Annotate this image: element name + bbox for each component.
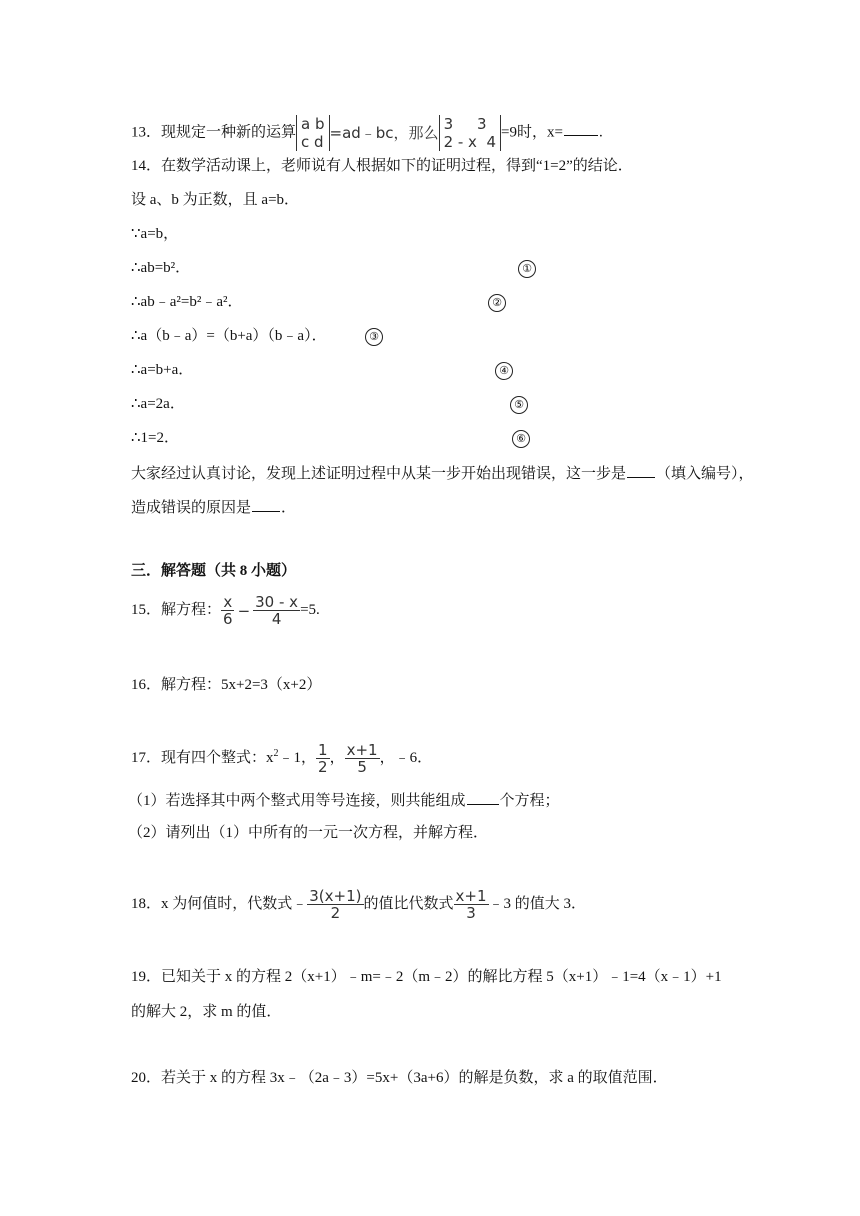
denominator: 2 — [318, 758, 328, 777]
fraction-x-plus-1-over-5 — [345, 742, 380, 775]
question-16: 16．解方程：5x+2=3（x+2） — [131, 677, 322, 693]
answer-blank[interactable] — [564, 120, 598, 136]
step-mark-2: ② — [488, 294, 506, 312]
numerator: x — [223, 593, 233, 612]
q14-step5: ∴a=2a． — [131, 396, 185, 412]
section-title: 三．解答题（共 8 小题） — [131, 563, 297, 579]
step-mark-6: ⑥ — [512, 430, 530, 448]
fraction-1-over-2 — [316, 742, 330, 775]
fraction-x-plus-1-over-3 — [454, 888, 489, 921]
step-mark-4: ④ — [495, 362, 513, 380]
q14-step2: ∴ab﹣a²=b²﹣a²． — [131, 294, 243, 310]
q17-part-1-tail: 个方程； — [499, 793, 560, 809]
step-mark-1: ① — [518, 260, 536, 278]
det2-row2: 2 - x 4 — [443, 133, 497, 151]
q13-tail: =9时，x= — [501, 124, 563, 141]
q18-text-3: ﹣3 的值大 3． — [488, 896, 587, 912]
numerator: 3(x+1) — [309, 887, 362, 906]
q15-rhs: =5. — [300, 602, 320, 618]
question-18 — [131, 882, 586, 926]
q14-step4: ∴a=b+a． — [131, 362, 194, 378]
q14-reason — [131, 496, 296, 518]
fraction-30-minus-x-over-4 — [253, 594, 300, 627]
denominator: 5 — [357, 758, 367, 777]
numerator: x+1 — [455, 887, 487, 906]
q13-text: 13．现规定一种新的运算 — [131, 124, 297, 141]
q13-formula: =ad﹣bc，那么 — [329, 124, 439, 142]
q13-end: . — [598, 124, 603, 141]
step-mark-3: ③ — [365, 328, 383, 346]
q17-part-2: （2）请列出（1）中所有的一元一次方程，并解方程． — [128, 825, 489, 841]
answer-blank[interactable] — [627, 462, 655, 478]
question-15 — [131, 588, 320, 633]
q14-question — [131, 462, 754, 484]
superscript: 2 — [273, 748, 279, 759]
question-19-line-2: 的解大 2，求 m 的值． — [131, 1004, 282, 1020]
det1-row2: c d — [301, 133, 324, 151]
question-20: 20．若关于 x 的方程 3x﹣（2a﹣3）=5x+（3a+6）的解是负数，求 a 的取值范围． — [131, 1070, 668, 1086]
determinant-equation — [439, 115, 501, 151]
q14-reason-text: 造成错误的原因是 — [131, 500, 252, 516]
q14-given: 设 a、b 为正数，且 a=b． — [131, 192, 300, 208]
question-19-line-1: 19．已知关于 x 的方程 2（x+1）﹣m=﹣2（m﹣2）的解比方程 5（x+1）﹣1=4（x﹣1）+1 — [131, 969, 722, 985]
q17-text-3: ，﹣6． — [379, 750, 433, 766]
denominator: 4 — [271, 610, 282, 629]
numerator: 1 — [318, 741, 328, 760]
fraction-x-over-6 — [221, 594, 235, 627]
denominator: 3 — [466, 904, 476, 923]
q18-text: 18．x 为何值时，代数式﹣ — [131, 896, 308, 912]
answer-blank[interactable] — [252, 496, 280, 512]
q18-text-2: 的值比代数式 — [363, 896, 454, 912]
q17-part-1 — [128, 789, 560, 811]
question-13 — [131, 115, 603, 151]
q14-step3: ∴a（b﹣a）=（b+a）（b﹣a）． — [131, 328, 327, 344]
det1-row1: a b — [301, 115, 325, 133]
minus-sign: − — [237, 601, 251, 620]
q17-part-1-text: （1）若选择其中两个整式用等号连接，则共能组成 — [128, 793, 466, 809]
comma: ， — [329, 750, 345, 766]
denominator: 2 — [330, 904, 341, 923]
step-mark-5: ⑤ — [510, 396, 528, 414]
q14-step6: ∴1=2． — [131, 430, 180, 446]
q17-text: 17．现有四个整式：x — [131, 750, 274, 766]
answer-blank[interactable] — [467, 789, 499, 805]
determinant-definition — [296, 115, 329, 151]
q14-question-text: 大家经过认真讨论，发现上述证明过程中从某一步开始出现错误，这一步是 — [131, 466, 627, 482]
q14-intro: 14．在数学活动课上，老师说有人根据如下的证明过程，得到“1=2”的结论． — [131, 158, 633, 174]
q14-reason-end: ． — [281, 500, 297, 516]
q14-step0: ∵a=b， — [131, 226, 179, 242]
q15-label: 15．解方程： — [131, 602, 222, 618]
q17-text-2: ﹣1， — [278, 750, 317, 766]
question-17 — [131, 736, 432, 780]
denominator: 6 — [223, 610, 233, 629]
numerator: 30 - x — [255, 593, 299, 612]
q14-question-tail: （填入编号）， — [656, 466, 754, 482]
numerator: x+1 — [346, 741, 378, 760]
fraction-3x-plus-1-over-2 — [307, 888, 363, 921]
det2-row1: 3 3 — [443, 115, 487, 133]
q14-step1: ∴ab=b²． — [131, 260, 191, 276]
